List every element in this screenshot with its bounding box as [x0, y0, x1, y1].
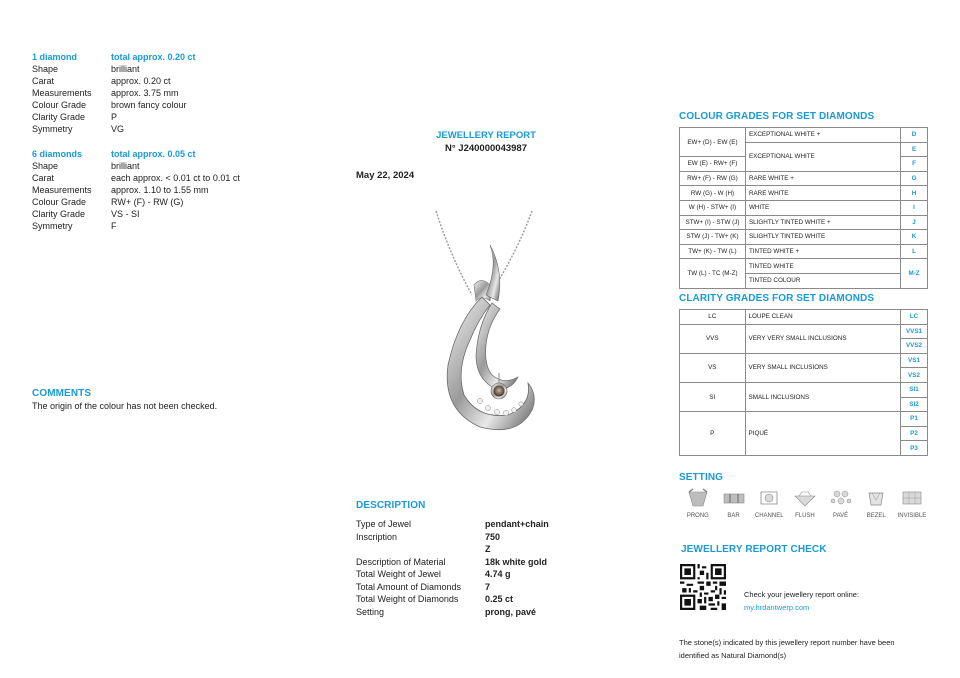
bar-setting-icon	[722, 488, 746, 508]
clarity-grade-cell: P2	[901, 426, 928, 441]
report-title: JEWELLERY REPORT	[436, 130, 536, 141]
setting-label: FLUSH	[795, 513, 815, 519]
setting-label: PRONG	[686, 513, 709, 519]
diamond-one-header	[32, 51, 332, 63]
colour-grade-cell: L	[901, 244, 928, 259]
setting-label: PAVÉ	[833, 513, 849, 519]
diamond-six-spec	[32, 148, 332, 232]
setting-invisible	[894, 488, 930, 519]
description-title: DESCRIPTION	[356, 500, 426, 511]
description-label: Description of Material	[356, 556, 446, 567]
description-row	[356, 531, 646, 556]
colour-name-cell: EXCEPTIONAL WHITE	[745, 142, 900, 171]
table-row	[680, 230, 928, 245]
channel-setting-icon	[757, 488, 781, 508]
description-label: Total Amount of Diamonds	[356, 581, 462, 592]
setting-pave	[823, 488, 859, 519]
spec-label: Clarity Grade	[32, 112, 86, 122]
spec-value: brilliant	[111, 161, 140, 171]
spec-row	[32, 220, 332, 232]
table-row	[680, 310, 928, 325]
colour-name-cell: RARE WHITE +	[745, 171, 900, 186]
spec-label: Clarity Grade	[32, 209, 86, 219]
clarity-name-cell: SMALL INCLUSIONS	[745, 382, 900, 411]
spec-label: Measurements	[32, 185, 92, 195]
colour-grade-cell: K	[901, 230, 928, 245]
setting-label: CHANNEL	[754, 513, 784, 519]
diamond-one-total: total approx. 0.20 ct	[111, 52, 196, 62]
clarity-code-cell: SI	[680, 382, 746, 411]
spec-row	[32, 75, 332, 87]
colour-grade-cell: I	[901, 200, 928, 215]
description-row	[356, 556, 646, 569]
colour-grade-cell: M-Z	[901, 259, 928, 288]
clarity-grade-cell: P3	[901, 441, 928, 456]
spec-row	[32, 63, 332, 75]
colour-range-cell: RW+ (F) - RW (G)	[680, 171, 746, 186]
spec-value: approx. 3.75 mm	[111, 88, 179, 98]
description-row	[356, 593, 646, 606]
table-row	[680, 128, 928, 143]
setting-label: INVISIBLE	[897, 513, 927, 519]
table-row	[680, 215, 928, 230]
colour-range-cell: RW (G) - W (H)	[680, 186, 746, 201]
spec-label: Colour Grade	[32, 100, 87, 110]
spec-label: Symmetry	[32, 221, 73, 231]
report-number: N° J240000043987	[445, 143, 527, 154]
setting-label: BAR	[727, 513, 740, 519]
spec-label: Measurements	[32, 88, 92, 98]
description-value: 7	[485, 581, 491, 592]
colour-name-cell: EXCEPTIONAL WHITE +	[745, 128, 900, 143]
report-date: May 22, 2024	[356, 170, 415, 181]
table-row	[680, 171, 928, 186]
clarity-grade-cell: SI2	[901, 397, 928, 412]
spec-value: brilliant	[111, 64, 140, 74]
pendant-image	[420, 205, 550, 445]
clarity-name-cell: LOUPE CLEAN	[745, 310, 900, 325]
clarity-grade-cell: SI1	[901, 382, 928, 397]
description-label: Total Weight of Diamonds	[356, 594, 459, 604]
clarity-grade-cell: LC	[901, 310, 928, 325]
description-value: pendant+chain	[485, 519, 549, 529]
spec-row	[32, 87, 332, 99]
description-value: 4.74 g	[485, 569, 511, 579]
description-value: 0.25 ct	[485, 594, 514, 604]
description-value: prong, pavé	[485, 606, 537, 617]
spec-row	[32, 111, 332, 123]
setting-title: SETTING	[679, 472, 724, 483]
clarity-name-cell: VERY SMALL INCLUSIONS	[745, 353, 900, 382]
spec-value: RW+ (F) - RW (G)	[111, 197, 184, 207]
colour-grades-table	[679, 127, 928, 289]
spec-value: P	[111, 112, 118, 122]
spec-value: brown fancy colour	[111, 100, 187, 110]
colour-name-cell: TINTED COLOUR	[745, 273, 900, 288]
diamond-six-header	[32, 148, 332, 160]
clarity-grades-title: CLARITY GRADES FOR SET DIAMONDS	[679, 293, 875, 304]
table-row	[680, 244, 928, 259]
spec-value: VS - SI	[111, 209, 140, 219]
description-label: Type of Jewel	[356, 519, 412, 529]
colour-range-cell: EW (E) - RW+ (F)	[680, 157, 746, 172]
colour-range-cell: EW+ (D) - EW (E)	[680, 128, 746, 157]
spec-value: VG	[111, 124, 125, 134]
report-check-title: JEWELLERY REPORT CHECK	[681, 544, 827, 555]
setting-label: BEZEL	[866, 513, 886, 519]
colour-range-cell: TW+ (K) - TW (L)	[680, 244, 746, 259]
setting-prong	[680, 488, 716, 519]
description-label: Total Weight of Jewel	[356, 569, 441, 579]
clarity-code-cell: LC	[680, 310, 746, 325]
diamond-six-count: 6 diamonds	[32, 149, 83, 159]
prong-setting-icon	[686, 488, 710, 508]
table-row	[680, 186, 928, 201]
colour-grade-cell: G	[901, 171, 928, 186]
colour-range-cell: TW (L) - TC (M-Z)	[680, 259, 746, 288]
clarity-code-cell: VVS	[680, 324, 746, 353]
description-table	[356, 518, 646, 618]
spec-label: Shape	[32, 161, 59, 171]
colour-name-cell: RARE WHITE	[745, 186, 900, 201]
description-row	[356, 581, 646, 594]
spec-label: Colour Grade	[32, 197, 87, 207]
description-row	[356, 518, 646, 531]
setting-flush	[787, 488, 823, 519]
pave-setting-icon	[829, 488, 853, 508]
description-label: Setting	[356, 606, 385, 617]
description-value: 750	[485, 531, 501, 542]
flush-setting-icon	[793, 488, 817, 508]
spec-value: F	[111, 221, 117, 231]
colour-grades-title: COLOUR GRADES FOR SET DIAMONDS	[679, 111, 875, 122]
colour-name-cell: SLIGHTLY TINTED WHITE +	[745, 215, 900, 230]
colour-grade-cell: F	[901, 157, 928, 172]
comments-text: The origin of the colour has not been checked.	[32, 401, 218, 411]
description-row	[356, 606, 646, 619]
comments-title: COMMENTS	[32, 388, 92, 399]
diamond-one-spec	[32, 51, 332, 135]
clarity-grades-table	[679, 309, 928, 456]
colour-grade-cell: D	[901, 128, 928, 143]
description-label: Inscription	[356, 531, 398, 542]
report-check-text: Check your jewellery report online:	[744, 590, 860, 599]
footer-note-line1: The stone(s) indicated by this jewellery report number have been	[679, 638, 895, 647]
setting-bezel	[858, 488, 894, 519]
description-value: 18k white gold	[485, 556, 548, 567]
invisible-setting-icon	[900, 488, 924, 508]
setting-bar	[716, 488, 752, 519]
spec-value: approx. 0.20 ct	[111, 76, 171, 86]
table-row	[680, 200, 928, 215]
table-row	[680, 324, 928, 339]
diamond-six-total: total approx. 0.05 ct	[111, 149, 196, 159]
table-row	[680, 412, 928, 427]
setting-channel	[751, 488, 787, 519]
spec-row	[32, 196, 332, 208]
table-row	[680, 259, 928, 274]
clarity-grade-cell: VVS1	[901, 324, 928, 339]
bezel-setting-icon	[864, 488, 888, 508]
colour-name-cell: TINTED WHITE +	[745, 244, 900, 259]
colour-name-cell: TINTED WHITE	[745, 259, 900, 274]
spec-label: Carat	[32, 173, 55, 183]
clarity-code-cell: VS	[680, 353, 746, 382]
clarity-name-cell: VERY VERY SMALL INCLUSIONS	[745, 324, 900, 353]
spec-row	[32, 184, 332, 196]
footer-note-line2: identified as Natural Diamond(s)	[679, 651, 787, 660]
spec-label: Carat	[32, 76, 55, 86]
spec-label: Shape	[32, 64, 59, 74]
table-row	[680, 353, 928, 368]
colour-name-cell: SLIGHTLY TINTED WHITE	[745, 230, 900, 245]
colour-grade-cell: E	[901, 142, 928, 157]
description-row	[356, 568, 646, 581]
colour-grade-cell: H	[901, 186, 928, 201]
report-check-link[interactable]: my.hrdantwerp.com	[744, 603, 810, 612]
colour-range-cell: STW (J) - TW+ (K)	[680, 230, 746, 245]
colour-grade-cell: J	[901, 215, 928, 230]
spec-label: Symmetry	[32, 124, 73, 134]
spec-row	[32, 208, 332, 220]
diamond-one-count: 1 diamond	[32, 52, 78, 62]
spec-row	[32, 99, 332, 111]
clarity-grade-cell: P1	[901, 412, 928, 427]
description-value: Z	[485, 544, 491, 554]
clarity-grade-cell: VS2	[901, 368, 928, 383]
clarity-code-cell: P	[680, 412, 746, 456]
colour-name-cell: WHITE	[745, 200, 900, 215]
setting-icons	[680, 488, 930, 519]
qr-code-icon[interactable]	[680, 564, 726, 610]
spec-row	[32, 160, 332, 172]
spec-value: approx. 1.10 to 1.55 mm	[111, 185, 209, 195]
clarity-grade-cell: VVS2	[901, 339, 928, 354]
clarity-name-cell: PIQUÉ	[745, 412, 900, 456]
spec-row	[32, 123, 332, 135]
table-row	[680, 382, 928, 397]
colour-range-cell: STW+ (I) - STW (J)	[680, 215, 746, 230]
clarity-grade-cell: VS1	[901, 353, 928, 368]
spec-row	[32, 172, 332, 184]
spec-value: each approx. < 0.01 ct to 0.01 ct	[111, 173, 240, 183]
colour-range-cell: W (H) - STW+ (I)	[680, 200, 746, 215]
